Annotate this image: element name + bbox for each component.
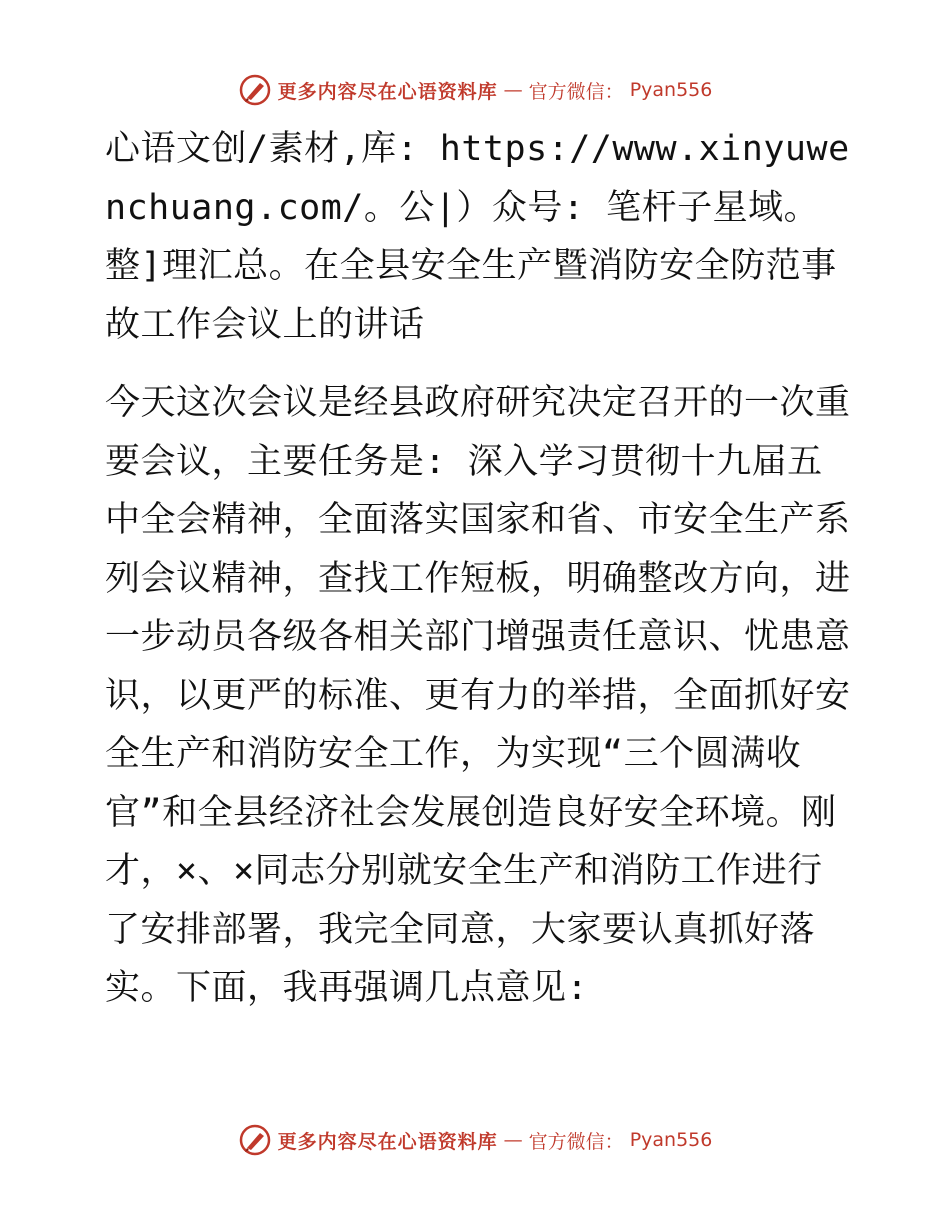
banner-dash: — xyxy=(503,79,523,101)
header-banner xyxy=(0,70,950,110)
banner-official-wechat-label: 官方微信： xyxy=(528,80,624,103)
pen-logo-icon xyxy=(238,73,272,107)
banner-wechat-id: Pyan556 xyxy=(629,1129,713,1151)
footer-banner xyxy=(0,1120,950,1160)
document-body-paragraph: 今天这次会议是经县政府研究决定召开的一次重要会议，主要任务是: 深入学习贯彻十九届五中全会精神，全面落实国家和省、市安全生产系列会议精神，查找工作短板，明确整改方向，进一步动员各级各相关部门增强责任意识、忧患意识，以更严的标准、更有力的举措，全面抓好安全生产和消防安全工作，为实现“三个圆满收官”和全县经济社会发展创造良好安全环境。刚才，×、×同志分别就安全生产和消防工作进行了安排部署，我完全同意，大家要认真抓好落实。下面，我再强调几点意见: xyxy=(105,383,851,1008)
banner-dash: — xyxy=(503,1129,523,1151)
banner-wechat-id: Pyan556 xyxy=(629,79,713,101)
document-body xyxy=(97,120,857,1018)
pen-logo-icon xyxy=(238,1123,272,1157)
banner-official-wechat-label: 官方微信： xyxy=(528,1130,624,1153)
document-title-paragraph: 心语文创/素材,库: https://www.xinyuwenchuang.com/。公|）众号: 笔杆子星域。整]理汇总。在全县安全生产暨消防安全防范事故工作会议上的讲话 xyxy=(105,129,850,345)
banner-lead-text: 更多内容尽在心语资料库 xyxy=(277,80,498,103)
banner-lead-text: 更多内容尽在心语资料库 xyxy=(277,1130,498,1153)
